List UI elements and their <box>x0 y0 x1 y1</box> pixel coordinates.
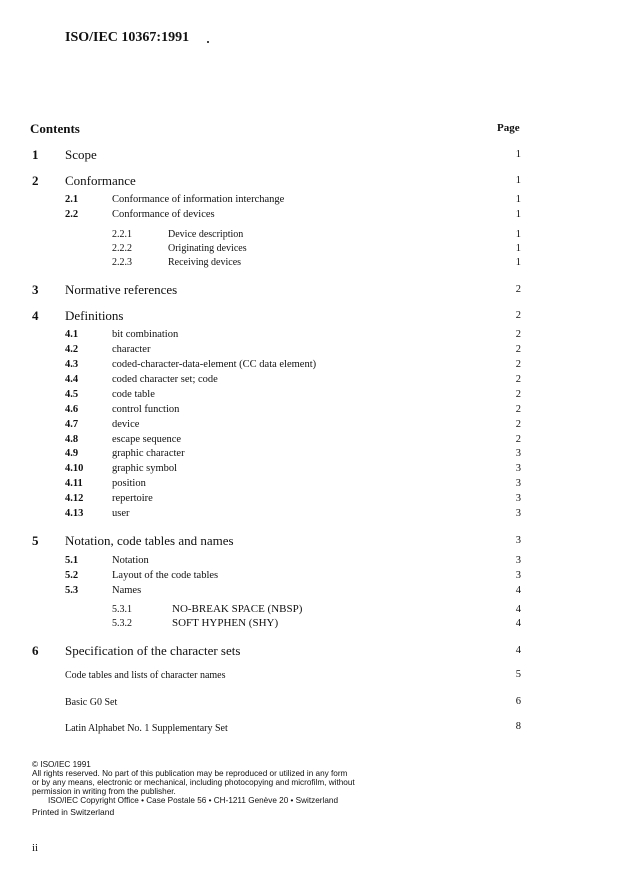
toc-page-number: 1 <box>515 194 521 205</box>
toc-section-title: Scope <box>65 147 97 162</box>
toc-subsubsection-number: 5.3.1 <box>112 604 132 615</box>
rights-line: All rights reserved. No part of this publication may be reproduced or utilized in any form <box>32 769 348 778</box>
toc-subsection-number: 4.11 <box>65 478 83 489</box>
toc-subsubsection-title: Receiving devices <box>168 257 242 268</box>
toc-subsection-title: Names <box>112 585 142 596</box>
toc-subsection-title: Conformance of devices <box>112 209 215 220</box>
toc-subsection-title: position <box>112 478 146 489</box>
toc-section-number: 4 <box>32 308 39 323</box>
toc-page-number: 2 <box>515 359 521 370</box>
toc-page-number: 4 <box>515 618 521 629</box>
toc-subsection-title: device <box>112 419 140 430</box>
toc-subsection-number: 4.6 <box>65 404 79 415</box>
toc-page-number: 3 <box>515 570 521 581</box>
toc-subsection-title: coded character set; code <box>112 374 218 385</box>
contents-title: Contents <box>30 121 80 136</box>
toc-subsection-number: 5.2 <box>65 570 79 581</box>
toc-subsection-title: escape sequence <box>112 434 182 445</box>
toc-section-number: 3 <box>32 282 39 297</box>
copyright-line: © ISO/IEC 1991 <box>32 760 91 769</box>
toc-page-number: 2 <box>515 389 521 400</box>
toc-page-number: 2 <box>515 329 521 340</box>
toc-subsection-number: 2.2 <box>65 209 79 220</box>
toc-section-title: Specification of the character sets <box>65 643 241 658</box>
toc-section-number: 2 <box>32 173 39 188</box>
toc-subsubsection-title: NO-BREAK SPACE (NBSP) <box>172 603 303 615</box>
toc-page-number: 2 <box>515 344 521 355</box>
page-number: ii <box>32 842 39 854</box>
toc-subsection-title: control function <box>112 404 180 415</box>
toc-page-number: 6 <box>515 696 521 707</box>
toc-page-number: 2 <box>515 404 521 415</box>
toc-subsection-number: 4.9 <box>65 448 79 459</box>
toc-subsection-number: 4.8 <box>65 434 79 445</box>
toc-annex-title: Latin Alphabet No. 1 Supplementary Set <box>65 723 228 734</box>
toc-page-number: 2 <box>515 419 521 430</box>
toc-subsection-title: Layout of the code tables <box>112 570 219 581</box>
toc-subsection-title: bit combination <box>112 329 179 340</box>
toc-section-title: Normative references <box>65 282 178 297</box>
toc-subsubsection-number: 2.2.1 <box>112 229 132 240</box>
toc-annex-title: Basic G0 Set <box>65 697 118 708</box>
toc-page-number: 4 <box>515 645 521 656</box>
toc-page-number: 1 <box>515 257 521 268</box>
toc-page-number: 3 <box>515 535 521 546</box>
printed-in-notice: Printed in Switzerland <box>32 807 115 817</box>
toc-subsection-title: Notation <box>112 555 149 566</box>
toc-page-number: 4 <box>515 604 521 615</box>
toc-page-number: 2 <box>515 374 521 385</box>
toc-subsection-number: 4.7 <box>65 419 79 430</box>
document-id-header: ISO/IEC 10367:1991 <box>65 30 190 45</box>
toc-subsection-title: code table <box>112 389 155 400</box>
toc-page-number: 1 <box>515 209 521 220</box>
toc-page-number: 3 <box>515 508 521 519</box>
copyright-office-address: ISO/IEC Copyright Office • Case Postale 56 • CH-1211 Genève 20 • Switzerland <box>48 796 338 805</box>
toc-subsubsection-title: SOFT HYPHEN (SHY) <box>172 617 279 629</box>
toc-subsection-number: 4.12 <box>65 493 84 504</box>
toc-subsection-title: Conformance of information interchange <box>112 194 285 205</box>
toc-subsection-number: 5.1 <box>65 555 79 566</box>
toc-annex-title: Code tables and lists of character names <box>65 670 226 681</box>
toc-subsection-number: 4.13 <box>65 508 84 519</box>
page-column-label: Page <box>497 122 520 134</box>
toc-subsubsection-number: 2.2.2 <box>112 243 132 254</box>
toc-page-number: 3 <box>515 478 521 489</box>
toc-subsubsection-title: Device description <box>168 229 244 240</box>
toc-page-number: 1 <box>515 149 521 160</box>
toc-subsection-title: repertoire <box>112 493 153 504</box>
toc-subsection-number: 4.2 <box>65 344 79 355</box>
toc-section-number: 1 <box>32 147 39 162</box>
toc-page-number: 4 <box>515 585 521 596</box>
toc-section-title: Definitions <box>65 308 124 323</box>
toc-page-number: 3 <box>515 463 521 474</box>
toc-subsection-title: graphic character <box>112 448 185 459</box>
toc-subsubsection-title: Originating devices <box>168 243 247 254</box>
toc-subsection-number: 4.5 <box>65 389 79 400</box>
toc-subsubsection-number: 2.2.3 <box>112 257 132 268</box>
toc-page-number: 1 <box>515 175 521 186</box>
toc-section-number: 6 <box>32 643 39 658</box>
toc-page-number: 2 <box>515 434 521 445</box>
toc-subsection-title: graphic symbol <box>112 463 178 474</box>
toc-page-number: 3 <box>515 448 521 459</box>
toc-subsection-number: 5.3 <box>65 585 79 596</box>
toc-subsection-title: coded-character-data-element (CC data element) <box>112 359 317 370</box>
toc-page-number: 1 <box>515 243 521 254</box>
toc-page-number: 1 <box>515 229 521 240</box>
rights-line: permission in writing from the publisher. <box>32 787 176 796</box>
toc-subsection-number: 4.10 <box>65 463 84 474</box>
toc-subsection-number: 4.4 <box>65 374 79 385</box>
toc-section-number: 5 <box>32 533 39 548</box>
toc-subsection-number: 4.1 <box>65 329 79 340</box>
toc-page-number: 2 <box>515 284 521 295</box>
toc-subsection-number: 4.3 <box>65 359 79 370</box>
toc-page-number: 5 <box>515 669 521 680</box>
toc-page-number: 2 <box>515 310 521 321</box>
toc-section-title: Conformance <box>65 173 136 188</box>
stray-mark <box>207 41 209 43</box>
toc-subsubsection-number: 5.3.2 <box>112 618 132 629</box>
rights-line: or by any means, electronic or mechanical, including photocopying and microfilm, without <box>32 778 355 787</box>
toc-page-number: 3 <box>515 493 521 504</box>
toc-page-number: 8 <box>515 721 521 732</box>
toc-subsection-title: user <box>112 508 130 519</box>
toc-subsection-title: character <box>112 344 151 355</box>
toc-subsection-number: 2.1 <box>65 194 79 205</box>
toc-section-title: Notation, code tables and names <box>65 533 234 548</box>
toc-page-number: 3 <box>515 555 521 566</box>
